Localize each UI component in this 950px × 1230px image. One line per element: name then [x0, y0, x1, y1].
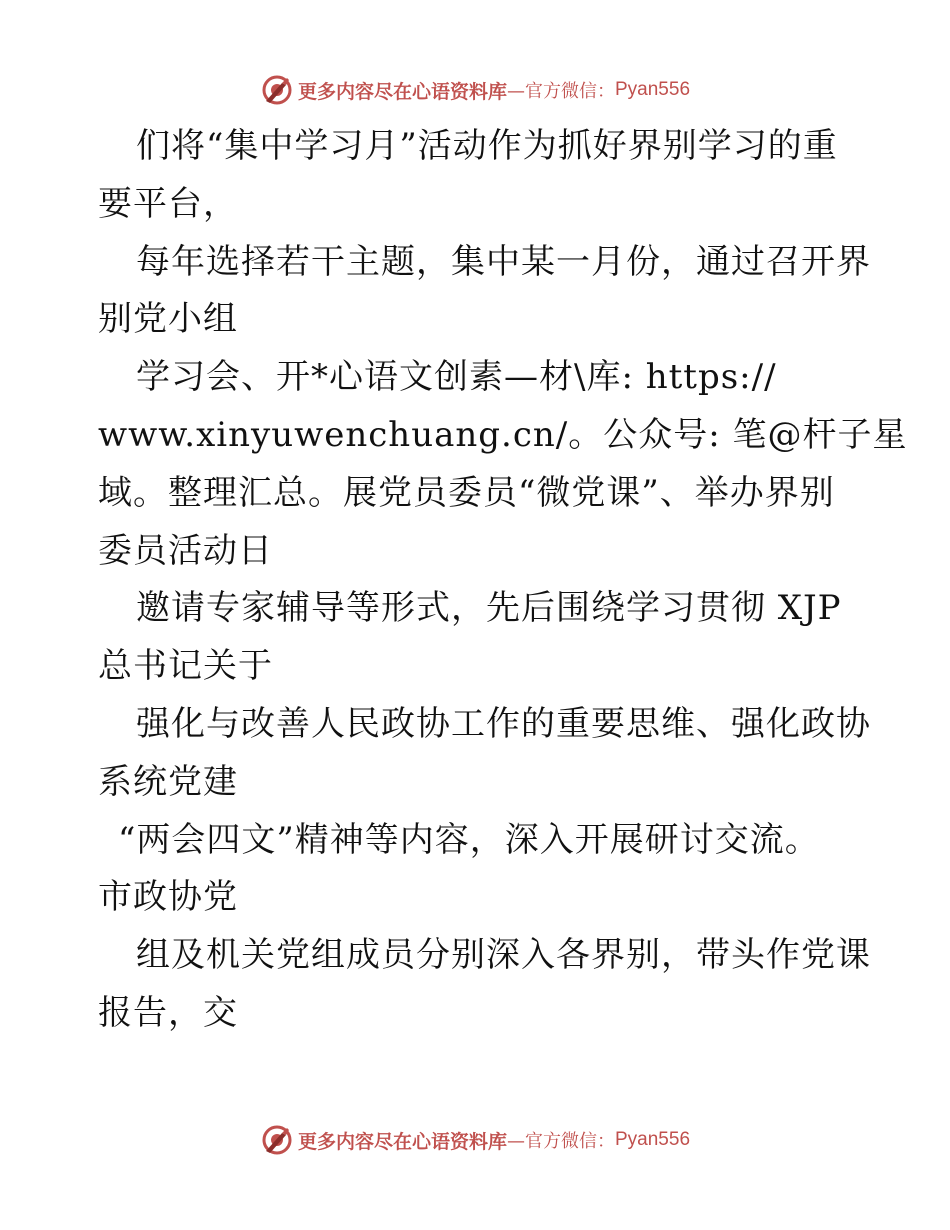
- footer-subtitle: —官方微信：: [507, 1131, 615, 1152]
- pen-logo-icon: [260, 73, 294, 107]
- body-line: 要平台，: [98, 183, 238, 224]
- body-line: “两会四文”精神等内容，深入开展研讨交流。: [118, 819, 820, 860]
- header-wechat-id: Pyan556: [615, 79, 691, 100]
- footer-title: 更多内容尽在心语资料库: [297, 1130, 507, 1153]
- header-banner: [0, 70, 950, 110]
- footer-wechat-id: Pyan556: [615, 1129, 691, 1150]
- body-line: 总书记关于: [98, 646, 273, 687]
- body-line: 别党小组: [98, 299, 238, 340]
- document-body: [98, 118, 908, 1043]
- body-line: www.xinyuwenchuang.cn/。公众号: 笔@杆子星: [98, 414, 908, 455]
- header-title: 更多内容尽在心语资料库: [297, 80, 507, 103]
- footer-banner: [0, 1120, 950, 1160]
- header-subtitle: —官方微信：: [507, 81, 615, 102]
- body-line: 强化与改善人民政协工作的重要思维、强化政协: [136, 703, 871, 744]
- body-line: 报告，交: [98, 992, 238, 1033]
- body-line: 委员活动日: [98, 530, 273, 571]
- body-line: 们将“集中学习月”活动作为抓好界别学习的重: [136, 126, 838, 166]
- body-line: 每年选择若干主题，集中某一月份，通过召开界: [136, 241, 871, 282]
- pen-logo-icon: [260, 1123, 294, 1157]
- body-line: 学习会、开*心语文创素—材\库: https://: [136, 357, 777, 398]
- body-line: 域。整理汇总。展党员委员“微党课”、举办界别: [98, 472, 835, 513]
- body-line: 市政协党: [98, 877, 238, 918]
- body-line: 系统党建: [98, 761, 238, 802]
- body-line: 组及机关党组成员分别深入各界别，带头作党课: [136, 935, 871, 976]
- body-line: 邀请专家辅导等形式，先后围绕学习贯彻 XJP: [136, 588, 842, 629]
